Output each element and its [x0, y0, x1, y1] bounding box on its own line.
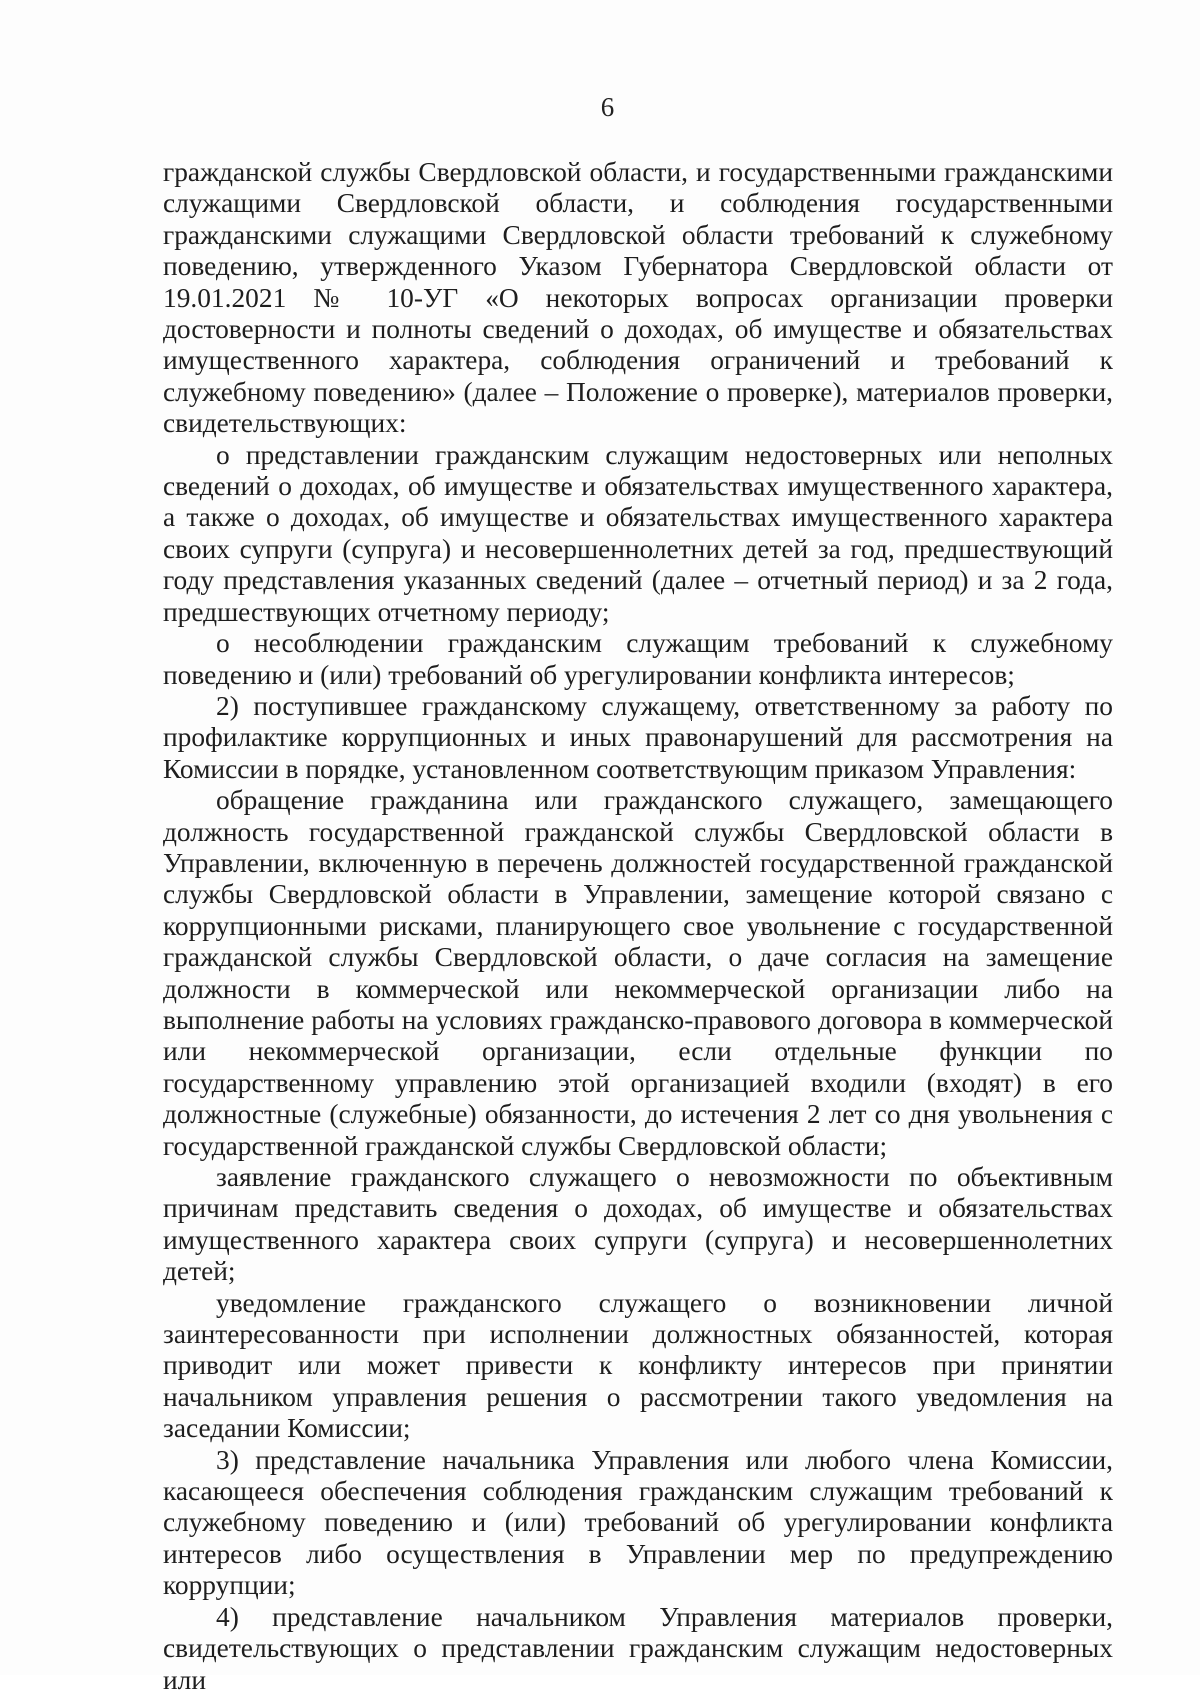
paragraph-appeal: обращение гражданина или гражданского служащего, замещающего должность государственной гражданской службы Свердловской области в Управлении, включенную в перечень должностей государственной гражданской службы Свердловской области в Управлении, замещение которой связано с коррупционными рисками, планирующего свое увольнение с государственной гражданской службы Свердловской области, о даче согласия на замещение должности в коммерческой или некоммерческой организации либо на выполнение работы на условиях гражданско-правового договора в коммерческой или некоммерческой организации, если отдельные функции по государственному управлению этой организацией входили (входят) в его должностные (служебные) обязанности, до истечения 2 лет со дня увольнения с государственной гражданской службы Свердловской области; — [163, 785, 1113, 1161]
paragraph-item-4: 4) представление начальником Управления материалов проверки, свидетельствующих о представлении гражданским служащим недостоверных или — [163, 1601, 1113, 1695]
paragraph-false-info: о представлении гражданским служащим недостоверных или неполных сведений о доходах, об имуществе и обязательствах имущественного характера, а также о доходах, об имуществе и обязательствах имущественного характера своих супруги (супруга) и несовершеннолетних детей за год, предшествующий году представления указанных сведений (далее – отчетный период) и за 2 года, предшествующих отчетному периоду; — [163, 439, 1113, 627]
page-number: 6 — [600, 92, 615, 122]
paragraph-item-3: 3) представление начальника Управления или любого члена Комиссии, касающееся обеспечения соблюдения гражданским служащим требований к служебному поведению и (или) требований об урегулировании конфликта интересов либо осуществления в Управлении мер по предупреждению коррупции; — [163, 1444, 1113, 1601]
paragraph-statement: заявление гражданского служащего о невозможности по объективным причинам представить сведения о доходах, об имуществе и обязательствах имущественного характера своих супруги (супруга) и несовершеннолетних детей; — [163, 1162, 1113, 1287]
paragraph-notification: уведомление гражданского служащего о возникновении личной заинтересованности при исполнении должностных обязанностей, которая приводит или может привести к конфликту интересов при принятии начальником управления решения о рассмотрении такого уведомления на заседании Комиссии; — [163, 1287, 1113, 1444]
paragraph-item-2: 2) поступившее гражданскому служащему, ответственному за работу по профилактике коррупционных и иных правонарушений для рассмотрения на Комиссии в порядке, установленном соответствующим приказом Управления: — [163, 690, 1113, 784]
paragraph-non-compliance: о несоблюдении гражданским служащим требований к служебному поведению и (или) требований об урегулировании конфликта интересов; — [163, 628, 1113, 690]
paragraph-continuation: гражданской службы Свердловской области, и государственными гражданскими служащими Свердловской области, и соблюдения государственными гражданскими служащими Свердловской области требований к служебному поведению, утвержденного Указом Губернатора Свердловской области от 19.01.2021 № 10-УГ «О некоторых вопросах организации проверки достоверности и полноты сведений о доходах, об имуществе и обязательствах имущественного характера, соблюдения ограничений и требований к служебному поведению» (далее – Положение о проверке), материалов проверки, свидетельствующих: — [163, 157, 1113, 439]
document-body — [163, 157, 1113, 1696]
